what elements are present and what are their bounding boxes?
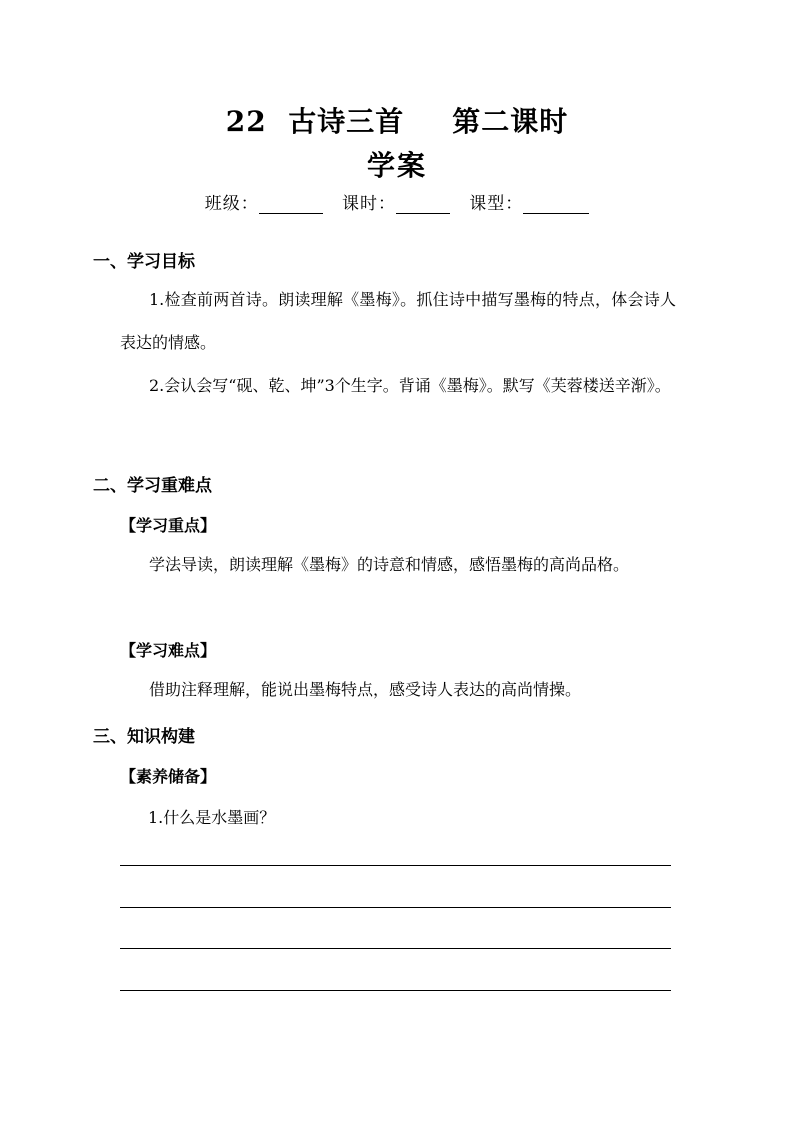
answer-line[interactable] bbox=[120, 990, 671, 991]
lesson-number: 22 bbox=[225, 105, 267, 138]
answer-line[interactable] bbox=[120, 907, 671, 908]
lesson-period: 第二课时 bbox=[452, 105, 569, 138]
prep-label: 【素养储备】 bbox=[120, 767, 217, 786]
key-points-text: 学法导读，朗读理解《墨梅》的诗意和情感，感悟墨梅的高尚品格。 bbox=[149, 555, 630, 574]
meta-line bbox=[0, 189, 794, 214]
section3-heading: 三、知识构建 bbox=[93, 727, 195, 747]
section2-heading: 二、学习重难点 bbox=[93, 476, 212, 496]
section1-heading: 一、学习目标 bbox=[93, 252, 195, 272]
objective-2: 2.会认会写“砚、乾、坤”3个生字。背诵《墨梅》。默写《芙蓉楼送辛渐》。 bbox=[149, 376, 671, 395]
difficulty-text: 借助注释理解，能说出墨梅特点，感受诗人表达的高尚情操。 bbox=[149, 680, 582, 699]
key-points-label: 【学习重点】 bbox=[120, 516, 217, 535]
page-subtitle: 学案 bbox=[366, 149, 427, 182]
period-label: 课时： bbox=[342, 194, 396, 214]
class-label: 班级： bbox=[204, 194, 259, 214]
answer-line[interactable] bbox=[120, 865, 671, 866]
period-blank[interactable] bbox=[396, 195, 450, 214]
page-title bbox=[0, 100, 794, 140]
lesson-name: 古诗三首 bbox=[288, 105, 405, 138]
type-blank[interactable] bbox=[523, 195, 589, 214]
difficulty-label: 【学习难点】 bbox=[120, 641, 217, 660]
type-label: 课型： bbox=[469, 194, 524, 214]
class-blank[interactable] bbox=[259, 195, 323, 214]
answer-line[interactable] bbox=[120, 948, 671, 949]
objective-1: 1.检查前两首诗。朗读理解《墨梅》。抓住诗中描写墨梅的特点，体会诗人表达的情感。 bbox=[120, 290, 676, 352]
question-1: 1.什么是水墨画？ bbox=[148, 808, 276, 827]
